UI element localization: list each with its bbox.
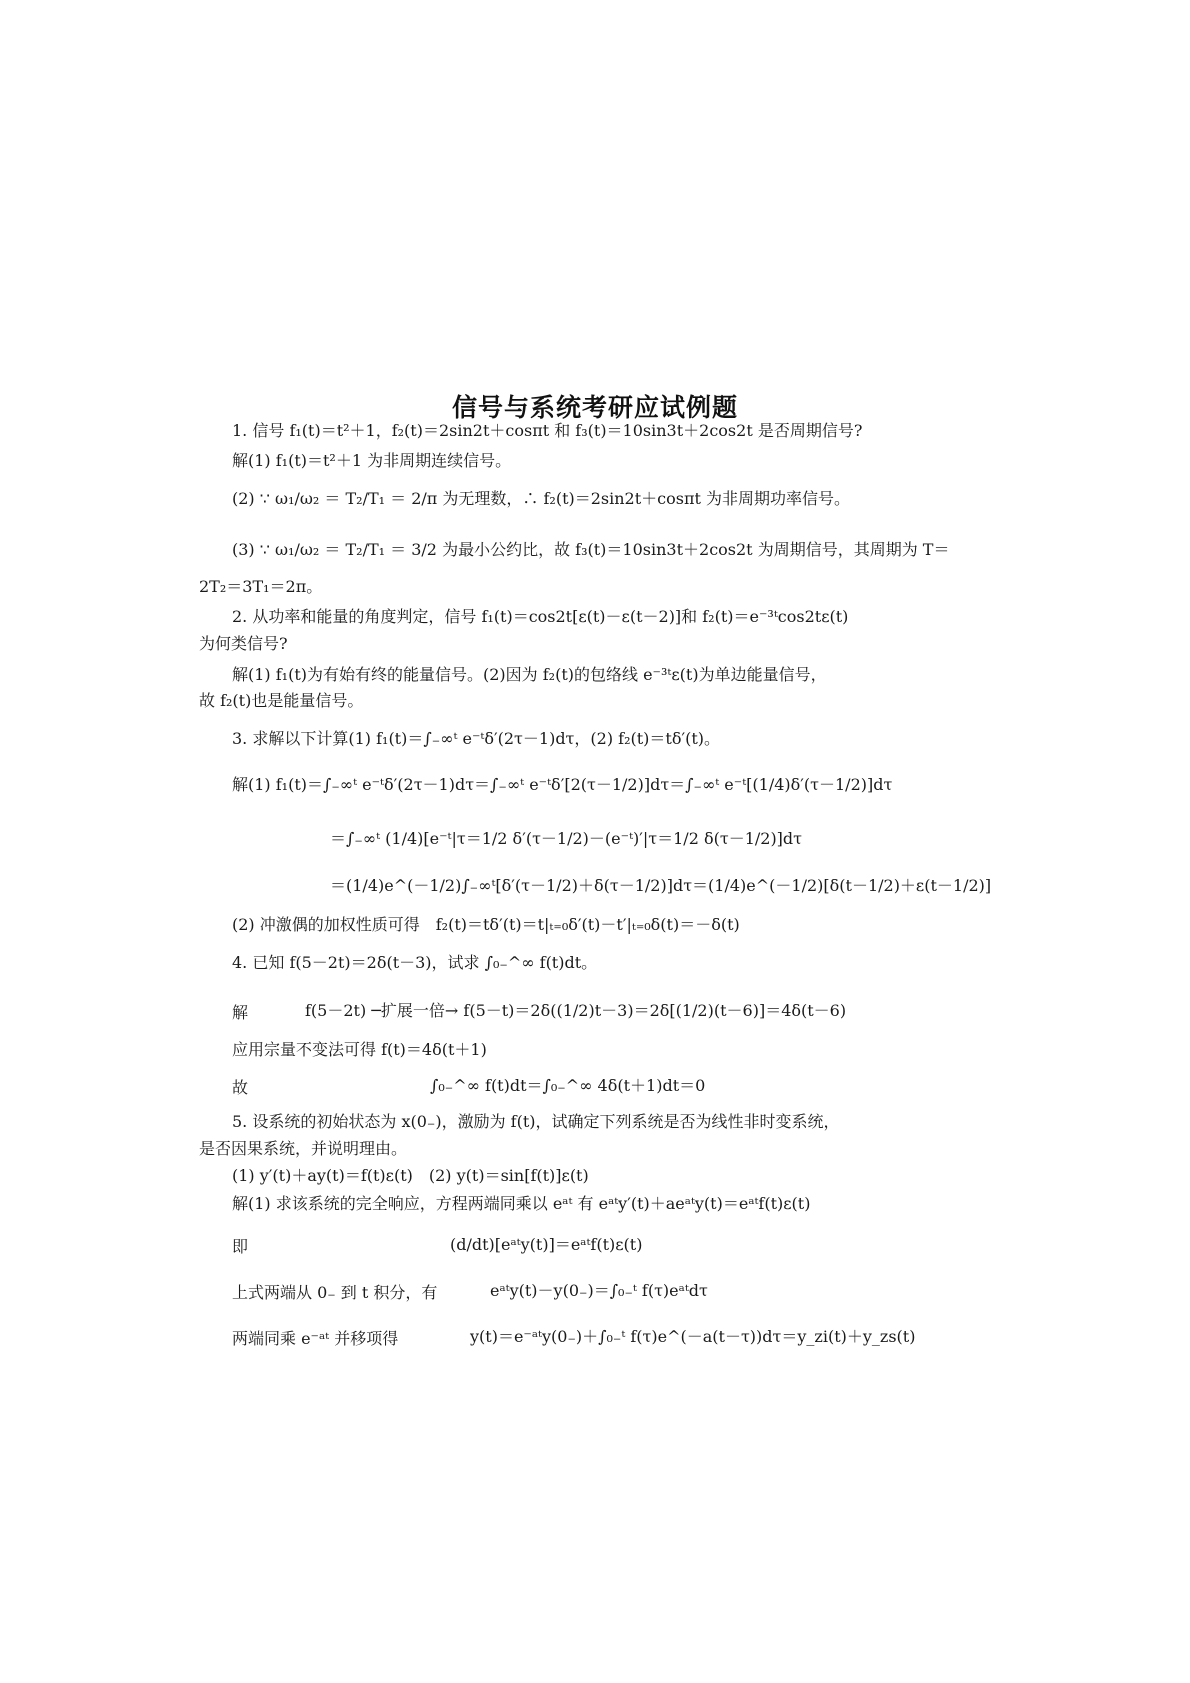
problem-2-statement-cont: 为何类信号? bbox=[199, 634, 288, 653]
that-is-label: 即 bbox=[232, 1237, 249, 1256]
problem-1-solution-1: 解(1) f₁(t)＝t²＋1 为非周期连续信号。 bbox=[232, 451, 512, 470]
multiply-label: 两端同乘 e⁻ᵃᵗ 并移项得 bbox=[232, 1329, 399, 1348]
problem-4-solution-line-1: f(5－2t) ─扩展一倍→ f(5－t)＝2δ((1/2)t－3)＝2δ[(1/2)(t－6)]＝4δ(t－6) bbox=[305, 1001, 847, 1020]
problem-2-statement: 2. 从功率和能量的角度判定，信号 f₁(t)＝cos2t[ε(t)－ε(t－2)]和 f₂(t)＝e⁻³ᵗcos2tε(t) bbox=[232, 607, 849, 626]
problem-3-solution-line-3: ＝(1/4)e^(－1/2)∫₋∞ᵗ[δ′(τ－1/2)＋δ(τ－1/2)]dτ＝(1/4)e^(－1/2)[δ(t－1/2)＋ε(t－1/2)] bbox=[330, 876, 992, 895]
problem-4-statement: 4. 已知 f(5－2t)＝2δ(t－3)，试求 ∫₀₋^∞ f(t)dt。 bbox=[232, 953, 598, 972]
problem-1-solution-2: (2) ∵ ω₁/ω₂ ＝ T₂/T₁ ＝ 2/π 为无理数，∴ f₂(t)＝2sin2t＋cosπt 为非周期功率信号。 bbox=[232, 489, 851, 508]
problem-3-solution-line-2: ＝∫₋∞ᵗ (1/4)[e⁻ᵗ|τ＝1/2 δ′(τ－1/2)－(e⁻ᵗ)′|τ＝1/2 δ(τ－1/2)]dτ bbox=[330, 829, 803, 848]
problem-3-statement: 3. 求解以下计算(1) f₁(t)＝∫₋∞ᵗ e⁻ᵗδ′(2τ－1)dτ，(2) f₂(t)＝tδ′(t)。 bbox=[232, 729, 721, 748]
problem-1-solution-3-cont: 2T₂＝3T₁＝2π。 bbox=[199, 577, 323, 596]
problem-1-statement: 1. 信号 f₁(t)＝t²＋1，f₂(t)＝2sin2t＋cosπt 和 f₃(t)＝10sin3t＋2cos2t 是否周期信号? bbox=[232, 421, 863, 440]
therefore-label: 故 bbox=[232, 1078, 249, 1097]
solution-label: 解 bbox=[232, 1003, 249, 1022]
problem-5-solution-line-4: y(t)＝e⁻ᵃᵗy(0₋)＋∫₀₋ᵗ f(τ)e^(－a(t－τ))dτ＝y_zi(t)＋y_zs(t) bbox=[470, 1327, 916, 1346]
problem-5-statement: 5. 设系统的初始状态为 x(0₋)，激励为 f(t)，试确定下列系统是否为线性非时变系统， bbox=[232, 1112, 840, 1131]
page-title: 信号与系统考研应试例题 bbox=[451, 393, 738, 422]
problem-5-solution-line-1: 解(1) 求该系统的完全响应，方程两端同乘以 eᵃᵗ 有 eᵃᵗy′(t)＋aeᵃᵗy(t)＝eᵃᵗf(t)ε(t) bbox=[232, 1194, 811, 1213]
problem-3-solution-part-2: (2) 冲激偶的加权性质可得 f₂(t)＝tδ′(t)＝t|ₜ₌₀δ′(t)－t′|ₜ₌₀δ(t)＝－δ(t) bbox=[232, 915, 740, 934]
integrate-label: 上式两端从 0₋ 到 t 积分，有 bbox=[232, 1283, 438, 1302]
problem-5-solution-line-2: (d/dt)[eᵃᵗy(t)]＝eᵃᵗf(t)ε(t) bbox=[450, 1235, 643, 1254]
problem-5-solution-line-3: eᵃᵗy(t)－y(0₋)＝∫₀₋ᵗ f(τ)eᵃᵗdτ bbox=[490, 1281, 708, 1300]
problem-1-solution-3: (3) ∵ ω₁/ω₂ ＝ T₂/T₁ ＝ 3/2 为最小公约比，故 f₃(t)＝10sin3t＋2cos2t 为周期信号，其周期为 T＝ bbox=[232, 540, 950, 559]
problem-5-statement-cont: 是否因果系统，并说明理由。 bbox=[199, 1139, 408, 1158]
problem-2-solution-cont: 故 f₂(t)也是能量信号。 bbox=[199, 691, 364, 710]
problem-3-solution-line-1: 解(1) f₁(t)＝∫₋∞ᵗ e⁻ᵗδ′(2τ－1)dτ＝∫₋∞ᵗ e⁻ᵗδ′[2(τ－1/2)]dτ＝∫₋∞ᵗ e⁻ᵗ[(1/4)δ′(τ－1/2)]dτ bbox=[232, 775, 893, 794]
problem-2-solution: 解(1) f₁(t)为有始有终的能量信号。(2)因为 f₂(t)的包络线 e⁻³ᵗε(t)为单边能量信号， bbox=[232, 665, 827, 684]
problem-4-solution-line-3: ∫₀₋^∞ f(t)dt＝∫₀₋^∞ 4δ(t＋1)dt＝0 bbox=[430, 1076, 706, 1095]
problem-5-systems: (1) y′(t)＋ay(t)＝f(t)ε(t) (2) y(t)＝sin[f(t)]ε(t) bbox=[232, 1166, 589, 1185]
problem-4-solution-line-2: 应用宗量不变法可得 f(t)＝4δ(t＋1) bbox=[232, 1040, 487, 1059]
